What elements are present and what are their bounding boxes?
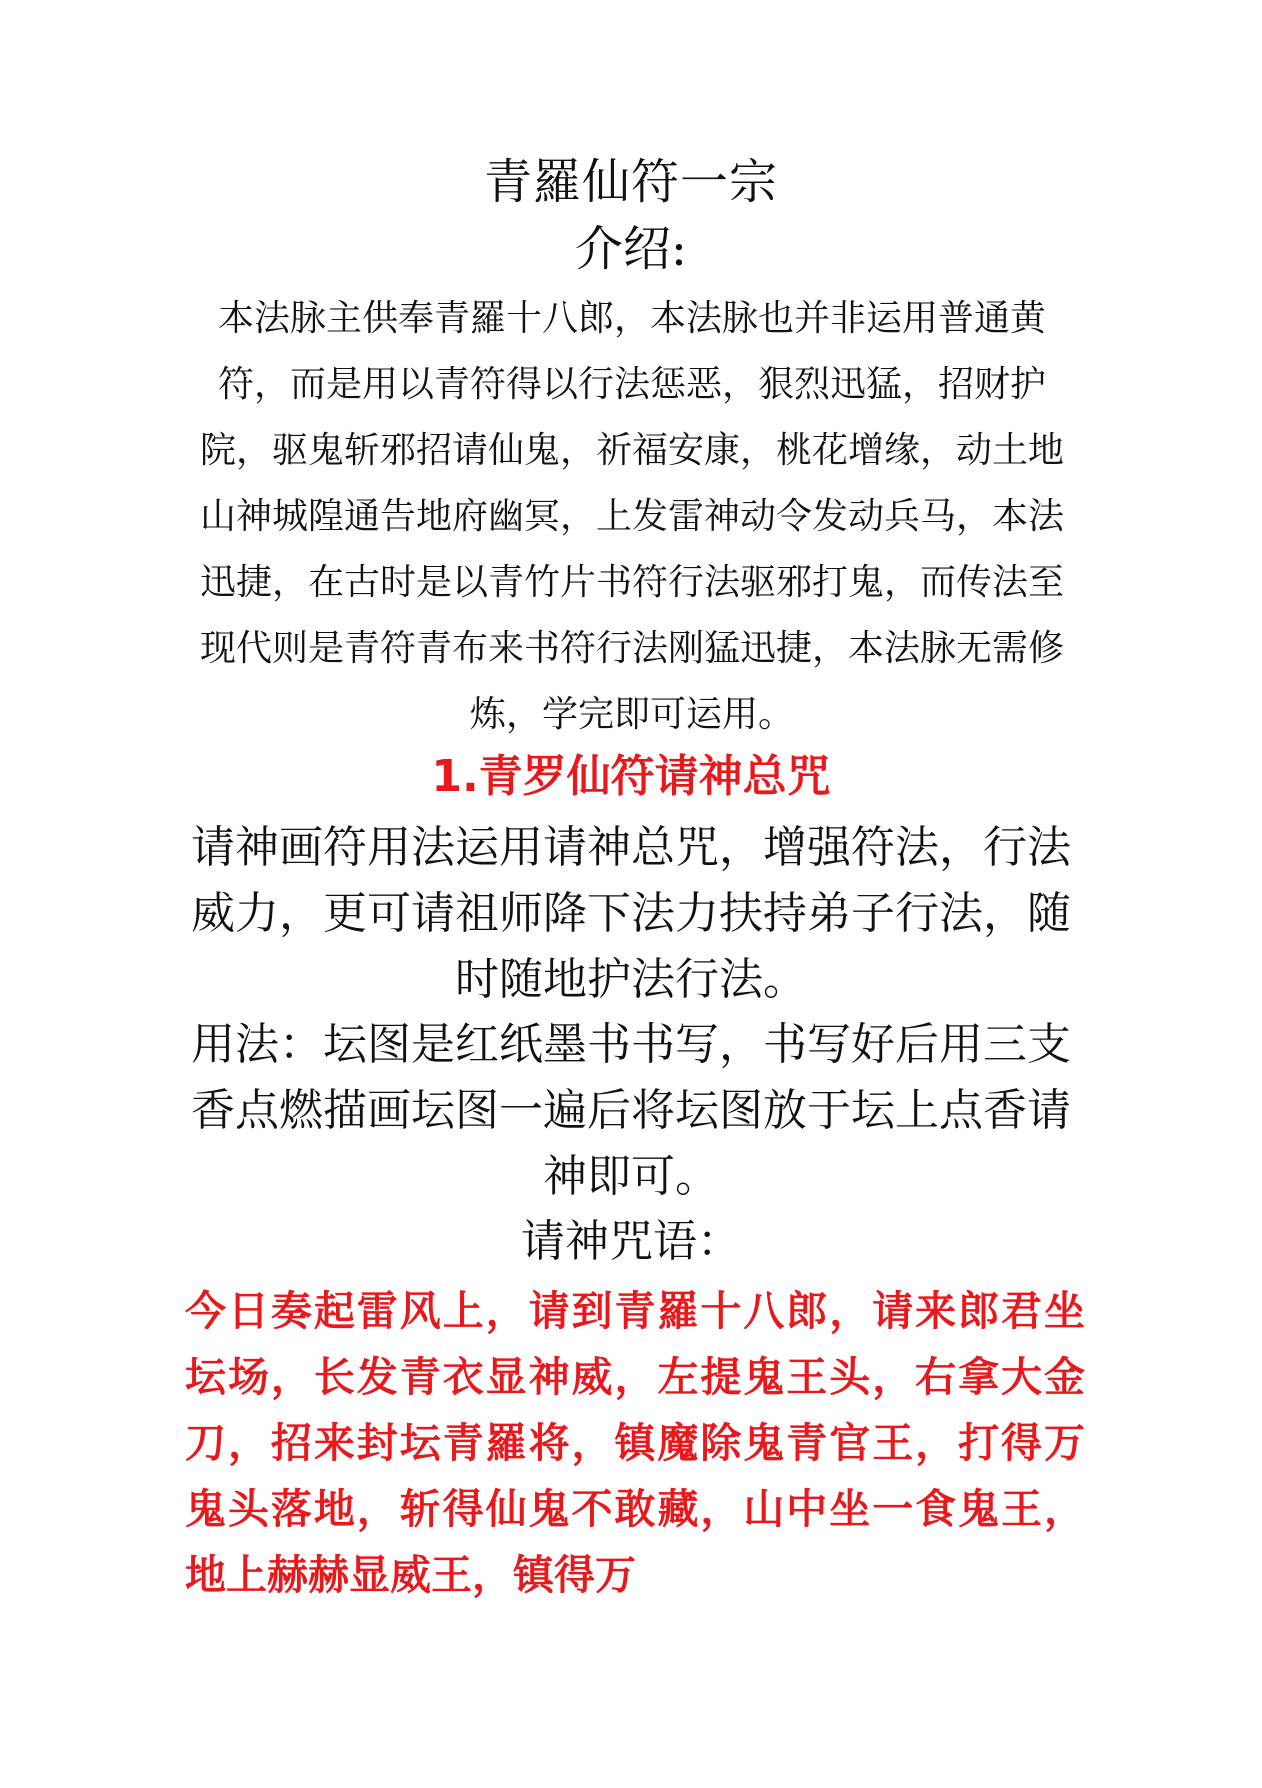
usage-paragraph: 用法：坛图是红纸墨书书写，书写好后用三支香点燃描画坛图一遍后将坛图放于坛上点香请神即可。	[191, 1019, 1071, 1202]
intro-paragraph: 本法脉主供奉青羅十八郎，本法脉也并非运用普通黄符，而是用以青符得以行法惩恶，狠烈迅猛，招财护院，驱鬼斩邪招请仙鬼，祈福安康，桃花增缘，动土地山神城隍通告地府幽冥，上发雷神动令发动兵马，本法迅捷，在古时是以青竹片书符行法驱邪打鬼，而传法至现代则是青符青布来书符行法刚猛迅捷，本法脉无需修炼，学完即可运用。	[199, 298, 1064, 735]
document-title: 青羅仙符一宗	[483, 154, 778, 210]
intro-heading: 介绍:	[574, 221, 688, 277]
section-heading: 1.青罗仙符请神总咒	[431, 751, 831, 802]
chant-text: 今日奏起雷风上，请到青羅十八郎，请来郎君坐坛场，长发青衣显神威，左提鬼王头，右拿大金刀，招来封坛青羅将，镇魔除鬼青官王，打得万鬼头落地，斩得仙鬼不敢藏，山中坐一食鬼王，地上赫赫显威王，镇得万	[185, 1287, 1085, 1599]
chant-label: 请神咒语：	[521, 1216, 741, 1267]
section-description: 请神画符用法运用请神总咒，增强符法，行法威力，更可请祖师降下法力扶持弟子行法，随时随地护法行法。	[191, 822, 1071, 1005]
